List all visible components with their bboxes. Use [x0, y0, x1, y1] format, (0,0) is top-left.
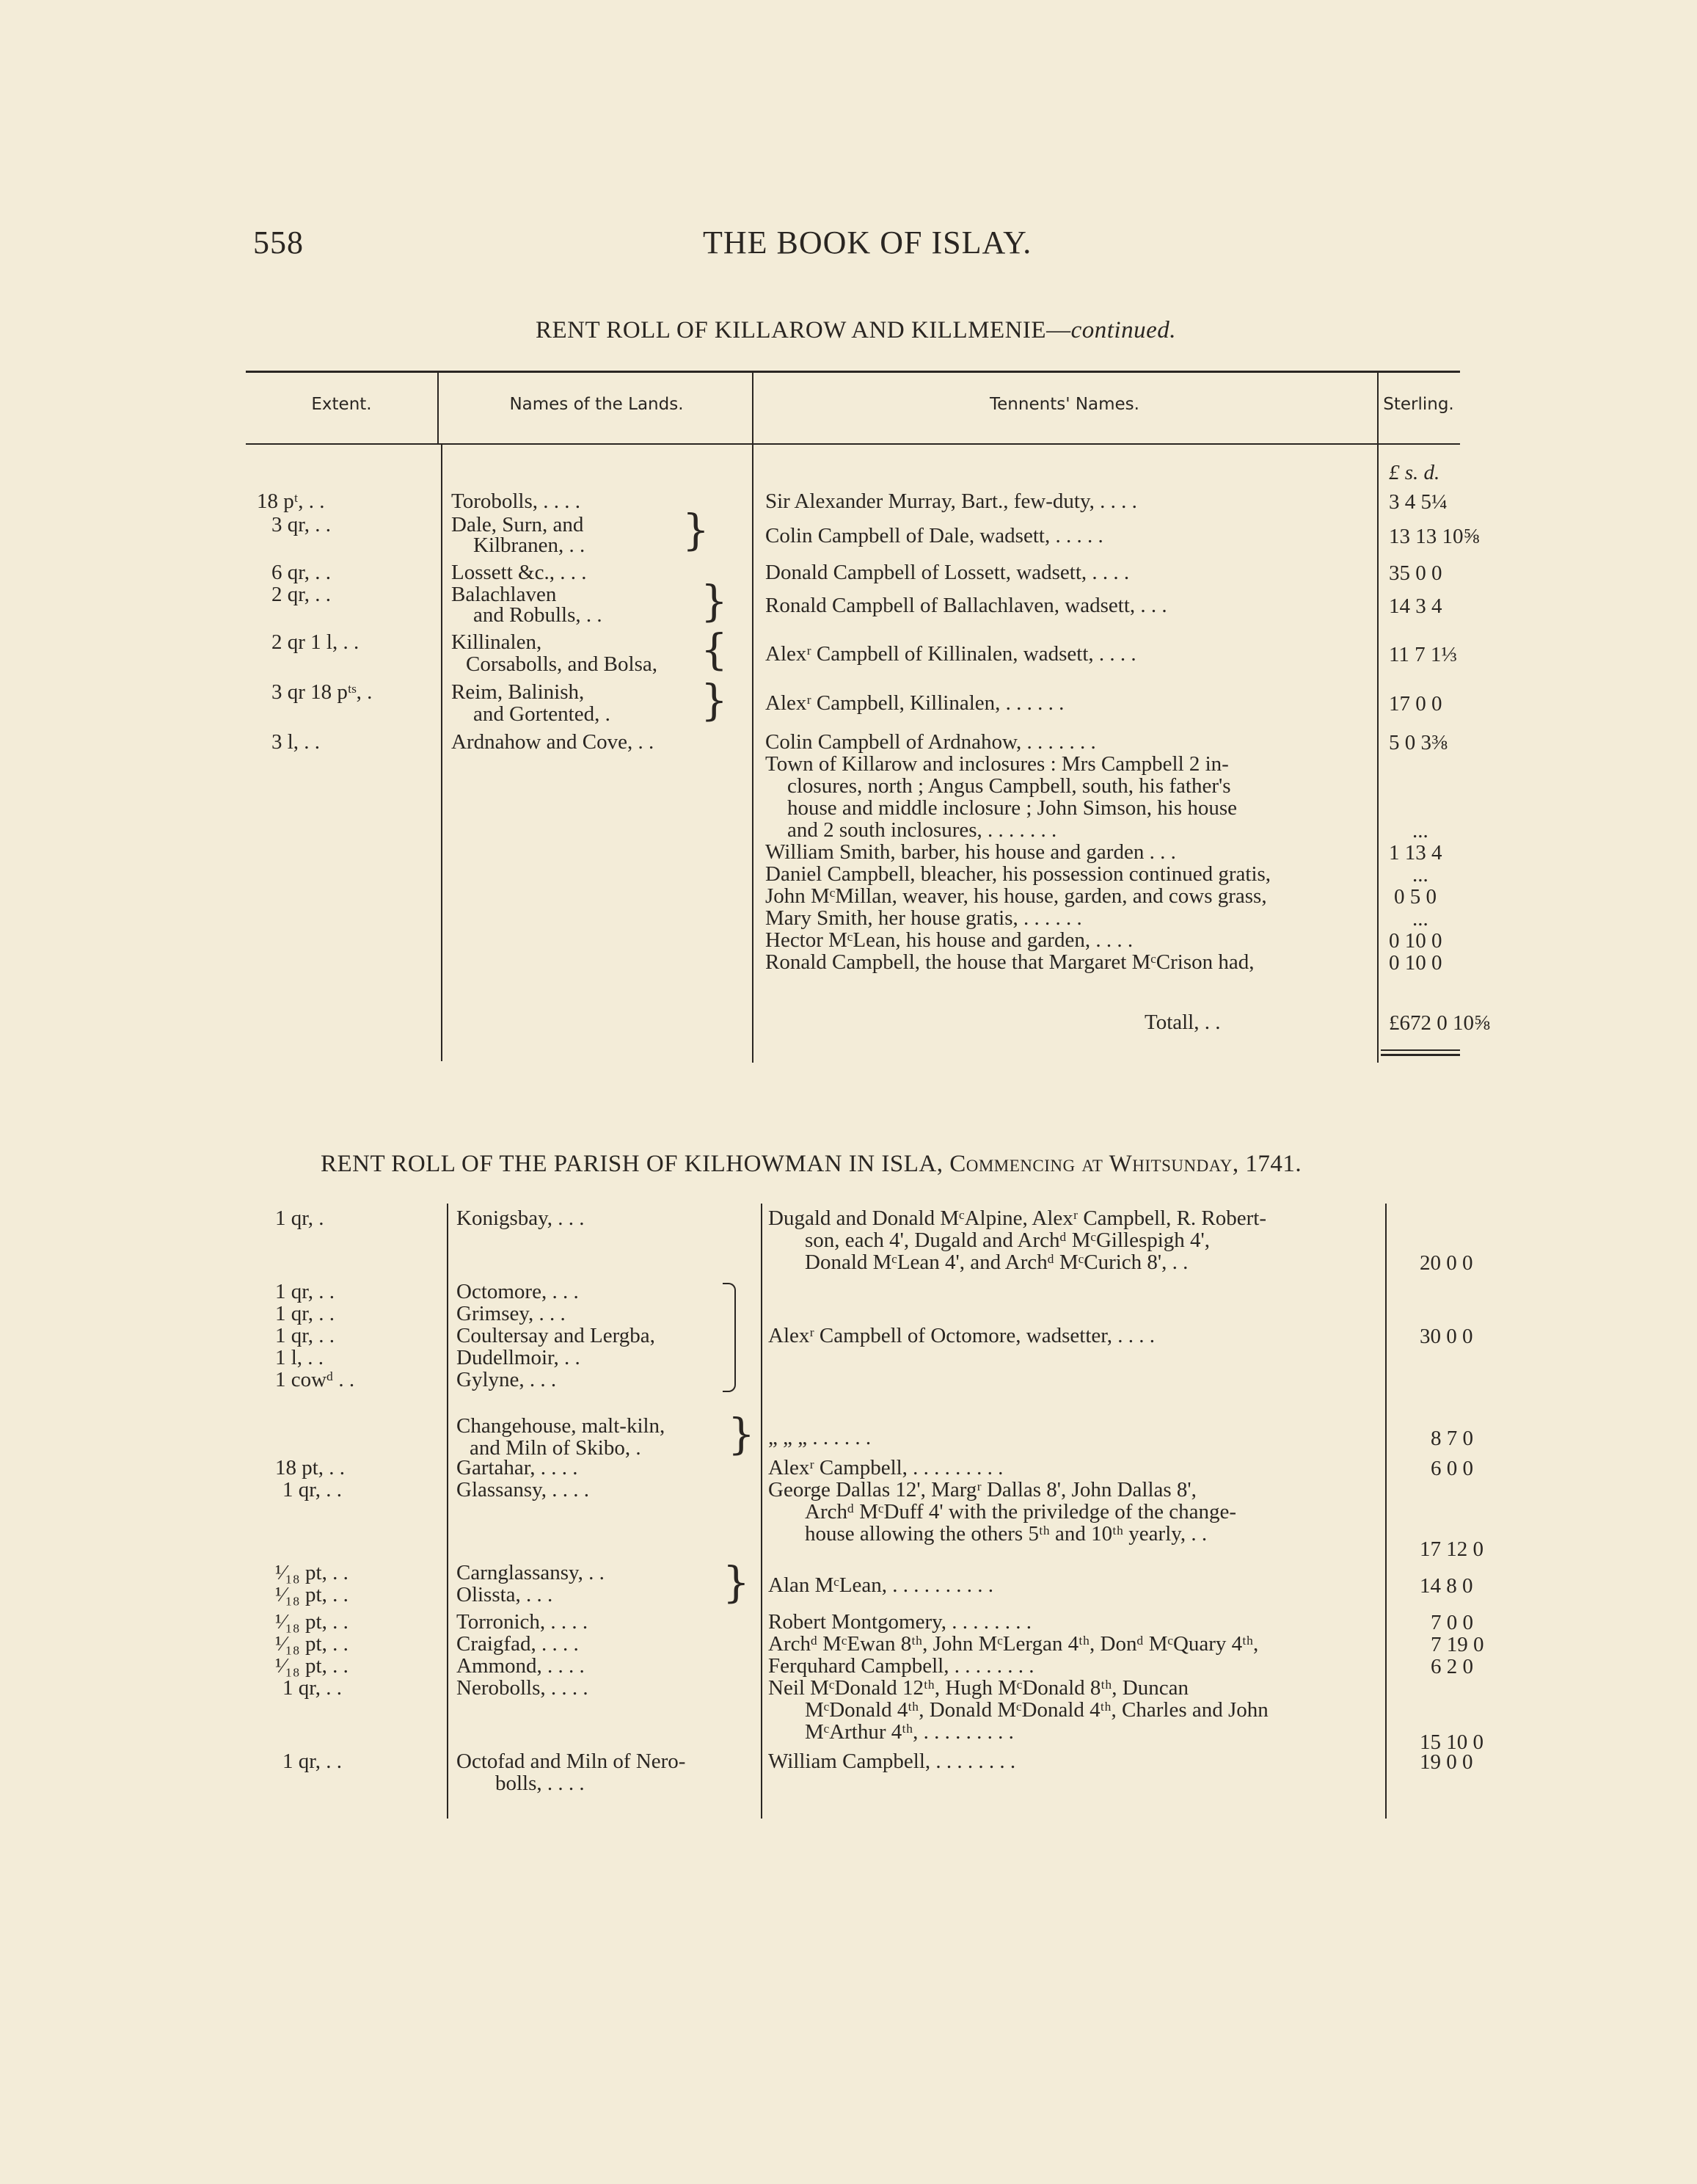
extent: 1 qr, . . — [275, 1280, 335, 1303]
table1-title-italic: continued. — [1070, 317, 1176, 343]
land-name-cont: and Gortented, . — [473, 702, 610, 726]
amount: ... — [1412, 819, 1428, 842]
amount: 11 7 1⅓ — [1389, 643, 1458, 666]
tenant-name: Alexʳ Campbell of Killinalen, wadsett, . . . . — [765, 642, 1136, 666]
land-name: Olissta, . . . — [456, 1583, 553, 1606]
town-line: Mary Smith, her house gratis, . . . . . . — [765, 906, 1082, 930]
tenant-name: Sir Alexander Murray, Bart., few-duty, . . . . — [765, 489, 1137, 513]
town-line: and 2 south inclosures, . . . . . . . — [787, 818, 1057, 842]
extent: 3 qr, . . — [271, 513, 331, 536]
brace: } — [728, 1409, 755, 1459]
land-name: Killinalen, — [451, 630, 542, 654]
tenant-name: Archᵈ MᶜEwan 8ᵗʰ, John MᶜLergan 4ᵗʰ, Donᵈ MᶜQuary 4ᵗʰ, — [768, 1632, 1259, 1656]
amount: 8 7 0 — [1431, 1427, 1473, 1450]
land-name-cont: and Miln of Skibo, . — [470, 1436, 641, 1460]
table1-title — [536, 317, 1176, 344]
extent: 1 cowᵈ . . — [275, 1368, 355, 1391]
land-name: Gylyne, . . . — [456, 1368, 557, 1391]
tenant-name: Ferquhard Campbell, . . . . . . . . — [768, 1654, 1034, 1678]
amount: 19 0 0 — [1420, 1750, 1473, 1774]
amount: 6 0 0 — [1431, 1457, 1473, 1480]
extent: 2 qr 1 l, . . — [271, 630, 360, 654]
amount: 17 0 0 — [1389, 692, 1442, 716]
land-name: Reim, Balinish, — [451, 680, 585, 704]
land-name-cont: Kilbranen, . . — [473, 534, 585, 557]
tenant-name-cont: MᶜDonald 4ᵗʰ, Donald MᶜDonald 4ᵗʰ, Charles and John — [805, 1698, 1269, 1722]
tenant-name: Colin Campbell of Ardnahow, . . . . . . . — [765, 730, 1096, 754]
land-name: Octomore, . . . — [456, 1280, 579, 1303]
table2-title — [321, 1151, 1302, 1178]
currency-header — [1389, 461, 1439, 485]
brace: } — [701, 675, 728, 725]
tenant-name: „ „ „ . . . . . . — [768, 1426, 872, 1449]
brace: } — [701, 576, 728, 626]
table2-divider-2 — [761, 1204, 762, 1819]
brace: { — [701, 625, 728, 674]
table2-divider-3 — [1385, 1204, 1387, 1819]
extent: 1 qr, . . — [275, 1324, 335, 1347]
table2-divider-1 — [447, 1204, 448, 1819]
total-amount: £672 0 10⅝ — [1389, 1011, 1490, 1035]
land-name: Balachlaven — [451, 583, 557, 606]
tenant-name: Dugald and Donald MᶜAlpine, Alexʳ Campbell, R. Robert- — [768, 1206, 1267, 1230]
land-name: Coultersay and Lergba, — [456, 1324, 655, 1347]
land-name-cont: bolls, . . . . — [495, 1772, 585, 1795]
currency-header-text: £ s. d. — [1389, 461, 1440, 484]
land-name: Dale, Surn, and — [451, 513, 584, 536]
tenant-name-cont: MᶜArthur 4ᵗʰ, . . . . . . . . . — [805, 1720, 1014, 1744]
town-line: John MᶜMillan, weaver, his house, garden, and cows grass, — [765, 884, 1267, 908]
land-name: Changehouse, malt-kiln, — [456, 1414, 665, 1438]
land-name: Torobolls, . . . . — [451, 489, 580, 513]
amount: 14 8 0 — [1420, 1574, 1473, 1598]
running-head: THE BOOK OF ISLAY. — [703, 225, 1032, 261]
page-number: 558 — [253, 225, 304, 261]
land-name: Dudellmoir, . . — [456, 1346, 580, 1369]
land-name: Konigsbay, . . . — [456, 1206, 585, 1230]
amount: 7 19 0 — [1431, 1633, 1484, 1656]
amount: 0 5 0 — [1394, 885, 1437, 909]
header-extent: Extent. — [311, 395, 372, 414]
land-name: Craigfad, . . . . — [456, 1632, 579, 1656]
tenant-name: Alexʳ Campbell, . . . . . . . . . — [768, 1456, 1004, 1479]
land-name: Ammond, . . . . — [456, 1654, 585, 1678]
table1-total-rule — [1381, 1049, 1460, 1051]
header-sterling: Sterling. — [1383, 395, 1454, 414]
tenant-name: Colin Campbell of Dale, wadsett, . . . . . — [765, 524, 1103, 547]
table1-title-main: RENT ROLL OF KILLAROW AND KILLMENIE— — [536, 317, 1071, 343]
amount: 30 0 0 — [1420, 1325, 1473, 1348]
brace — [723, 1283, 736, 1392]
tenant-name: Alexʳ Campbell of Octomore, wadsetter, . . . . — [768, 1324, 1155, 1347]
land-name: Torronich, . . . . — [456, 1610, 588, 1634]
land-name-cont: Corsabolls, and Bolsa, — [466, 652, 657, 676]
land-name: Grimsey, . . . — [456, 1302, 566, 1325]
header-lands: Names of the Lands. — [509, 395, 684, 414]
tenant-name: William Campbell, . . . . . . . . — [768, 1750, 1016, 1773]
amount: 17 12 0 — [1420, 1537, 1483, 1561]
land-name-cont: and Robulls, . . — [473, 603, 602, 627]
town-line: house and middle inclosure ; John Simson, his house — [787, 796, 1237, 820]
extent: 6 qr, . . — [271, 561, 331, 584]
town-line: Ronald Campbell, the house that Margaret MᶜCrison had, — [765, 950, 1255, 974]
tenant-name: Alan MᶜLean, . . . . . . . . . . — [768, 1573, 994, 1597]
tenant-name: Alexʳ Campbell, Killinalen, . . . . . . — [765, 691, 1065, 715]
table1-divider-1b — [441, 445, 442, 1061]
tenant-name-cont: Donald MᶜLean 4', and Archᵈ MᶜCurich 8', . . — [805, 1251, 1189, 1274]
table1-top-rule — [246, 371, 1460, 373]
amount: ... — [1412, 863, 1428, 887]
extent: 1 qr, . . — [275, 1302, 335, 1325]
amount: 15 10 0 — [1420, 1730, 1483, 1754]
extent: ¹⁄₁₈ pt, . . — [275, 1583, 348, 1606]
extent: ¹⁄₁₈ pt, . . — [275, 1610, 348, 1634]
extent: 1 qr, . . — [282, 1676, 342, 1700]
extent: 1 qr, . — [275, 1206, 324, 1230]
amount: 20 0 0 — [1420, 1251, 1473, 1275]
amount: 35 0 0 — [1389, 561, 1442, 585]
town-line: Daniel Campbell, bleacher, his possession continued gratis, — [765, 862, 1271, 886]
extent: ¹⁄₁₈ pt, . . — [275, 1654, 348, 1678]
extent: 1 qr, . . — [282, 1478, 342, 1502]
amount: ... — [1412, 907, 1428, 931]
tenant-name: George Dallas 12', Margʳ Dallas 8', John Dallas 8', — [768, 1478, 1197, 1502]
extent: 3 qr 18 pᵗˢ, . — [271, 680, 373, 704]
extent: 1 l, . . — [275, 1346, 324, 1369]
extent: 1 qr, . . — [282, 1750, 342, 1773]
amount: 0 10 0 — [1389, 951, 1442, 975]
land-name: Lossett &c., . . . — [451, 561, 587, 584]
table1-divider-1 — [437, 373, 439, 444]
town-line: William Smith, barber, his house and garden . . . — [765, 840, 1176, 864]
land-name: Carnglassansy, . . — [456, 1561, 605, 1584]
amount: 5 0 3⅜ — [1389, 731, 1448, 754]
tenant-name-cont: son, each 4', Dugald and Archᵈ MᶜGillespigh 4', — [805, 1228, 1211, 1252]
town-line: closures, north ; Angus Campbell, south, his father's — [787, 774, 1231, 798]
land-name: Octofad and Miln of Nero- — [456, 1750, 686, 1773]
land-name: Gartahar, . . . . — [456, 1456, 578, 1479]
tenant-name: Donald Campbell of Lossett, wadsett, . . . . — [765, 561, 1130, 584]
table1-divider-2 — [752, 373, 753, 1063]
table2-title-year: 1741. — [1238, 1151, 1302, 1177]
amount: 1 13 4 — [1389, 841, 1442, 864]
total-label: Totall, . . — [1145, 1011, 1221, 1034]
extent: 3 l, . . — [271, 730, 321, 754]
extent: 18 pᵗ, . . — [257, 489, 325, 513]
brace: } — [682, 505, 709, 555]
town-line: Town of Killarow and inclosures : Mrs Campbell 2 in- — [765, 752, 1229, 776]
tenant-name: Robert Montgomery, . . . . . . . . — [768, 1610, 1032, 1634]
table2-title-smallcaps: Commencing at Whitsunday, — [949, 1151, 1239, 1177]
extent: 18 pt, . . — [275, 1456, 346, 1479]
extent: ¹⁄₁₈ pt, . . — [275, 1632, 348, 1656]
table2-title-main: RENT ROLL OF THE PARISH OF KILHOWMAN IN ISLA, — [321, 1151, 950, 1177]
town-line: Hector MᶜLean, his house and garden, . . . . — [765, 928, 1134, 952]
land-name: Glassansy, . . . . — [456, 1478, 589, 1502]
amount: 14 3 4 — [1389, 594, 1442, 618]
tenant-name: Ronald Campbell of Ballachlaven, wadsett, . . . — [765, 594, 1167, 617]
extent: ¹⁄₁₈ pt, . . — [275, 1561, 348, 1584]
amount: 7 0 0 — [1431, 1611, 1473, 1634]
extent: 2 qr, . . — [271, 583, 331, 606]
amount: 13 13 10⅝ — [1389, 525, 1480, 548]
land-name: Ardnahow and Cove, . . — [451, 730, 654, 754]
amount: 6 2 0 — [1431, 1655, 1473, 1678]
tenant-name-cont: house allowing the others 5ᵗʰ and 10ᵗʰ yearly, . . — [805, 1522, 1208, 1546]
tenant-name: Neil MᶜDonald 12ᵗʰ, Hugh MᶜDonald 8ᵗʰ, Duncan — [768, 1676, 1189, 1700]
tenant-name-cont: Archᵈ MᶜDuff 4' with the priviledge of the change- — [805, 1500, 1237, 1524]
land-name: Nerobolls, . . . . — [456, 1676, 588, 1700]
table1-header-rule — [246, 443, 1460, 445]
table1-total-rule-2 — [1381, 1054, 1460, 1056]
header-tenants: Tennents' Names. — [990, 395, 1139, 414]
table1-divider-3 — [1377, 373, 1379, 1063]
amount: 3 4 5¼ — [1389, 490, 1448, 514]
brace: } — [723, 1557, 750, 1607]
amount: 0 10 0 — [1389, 929, 1442, 953]
